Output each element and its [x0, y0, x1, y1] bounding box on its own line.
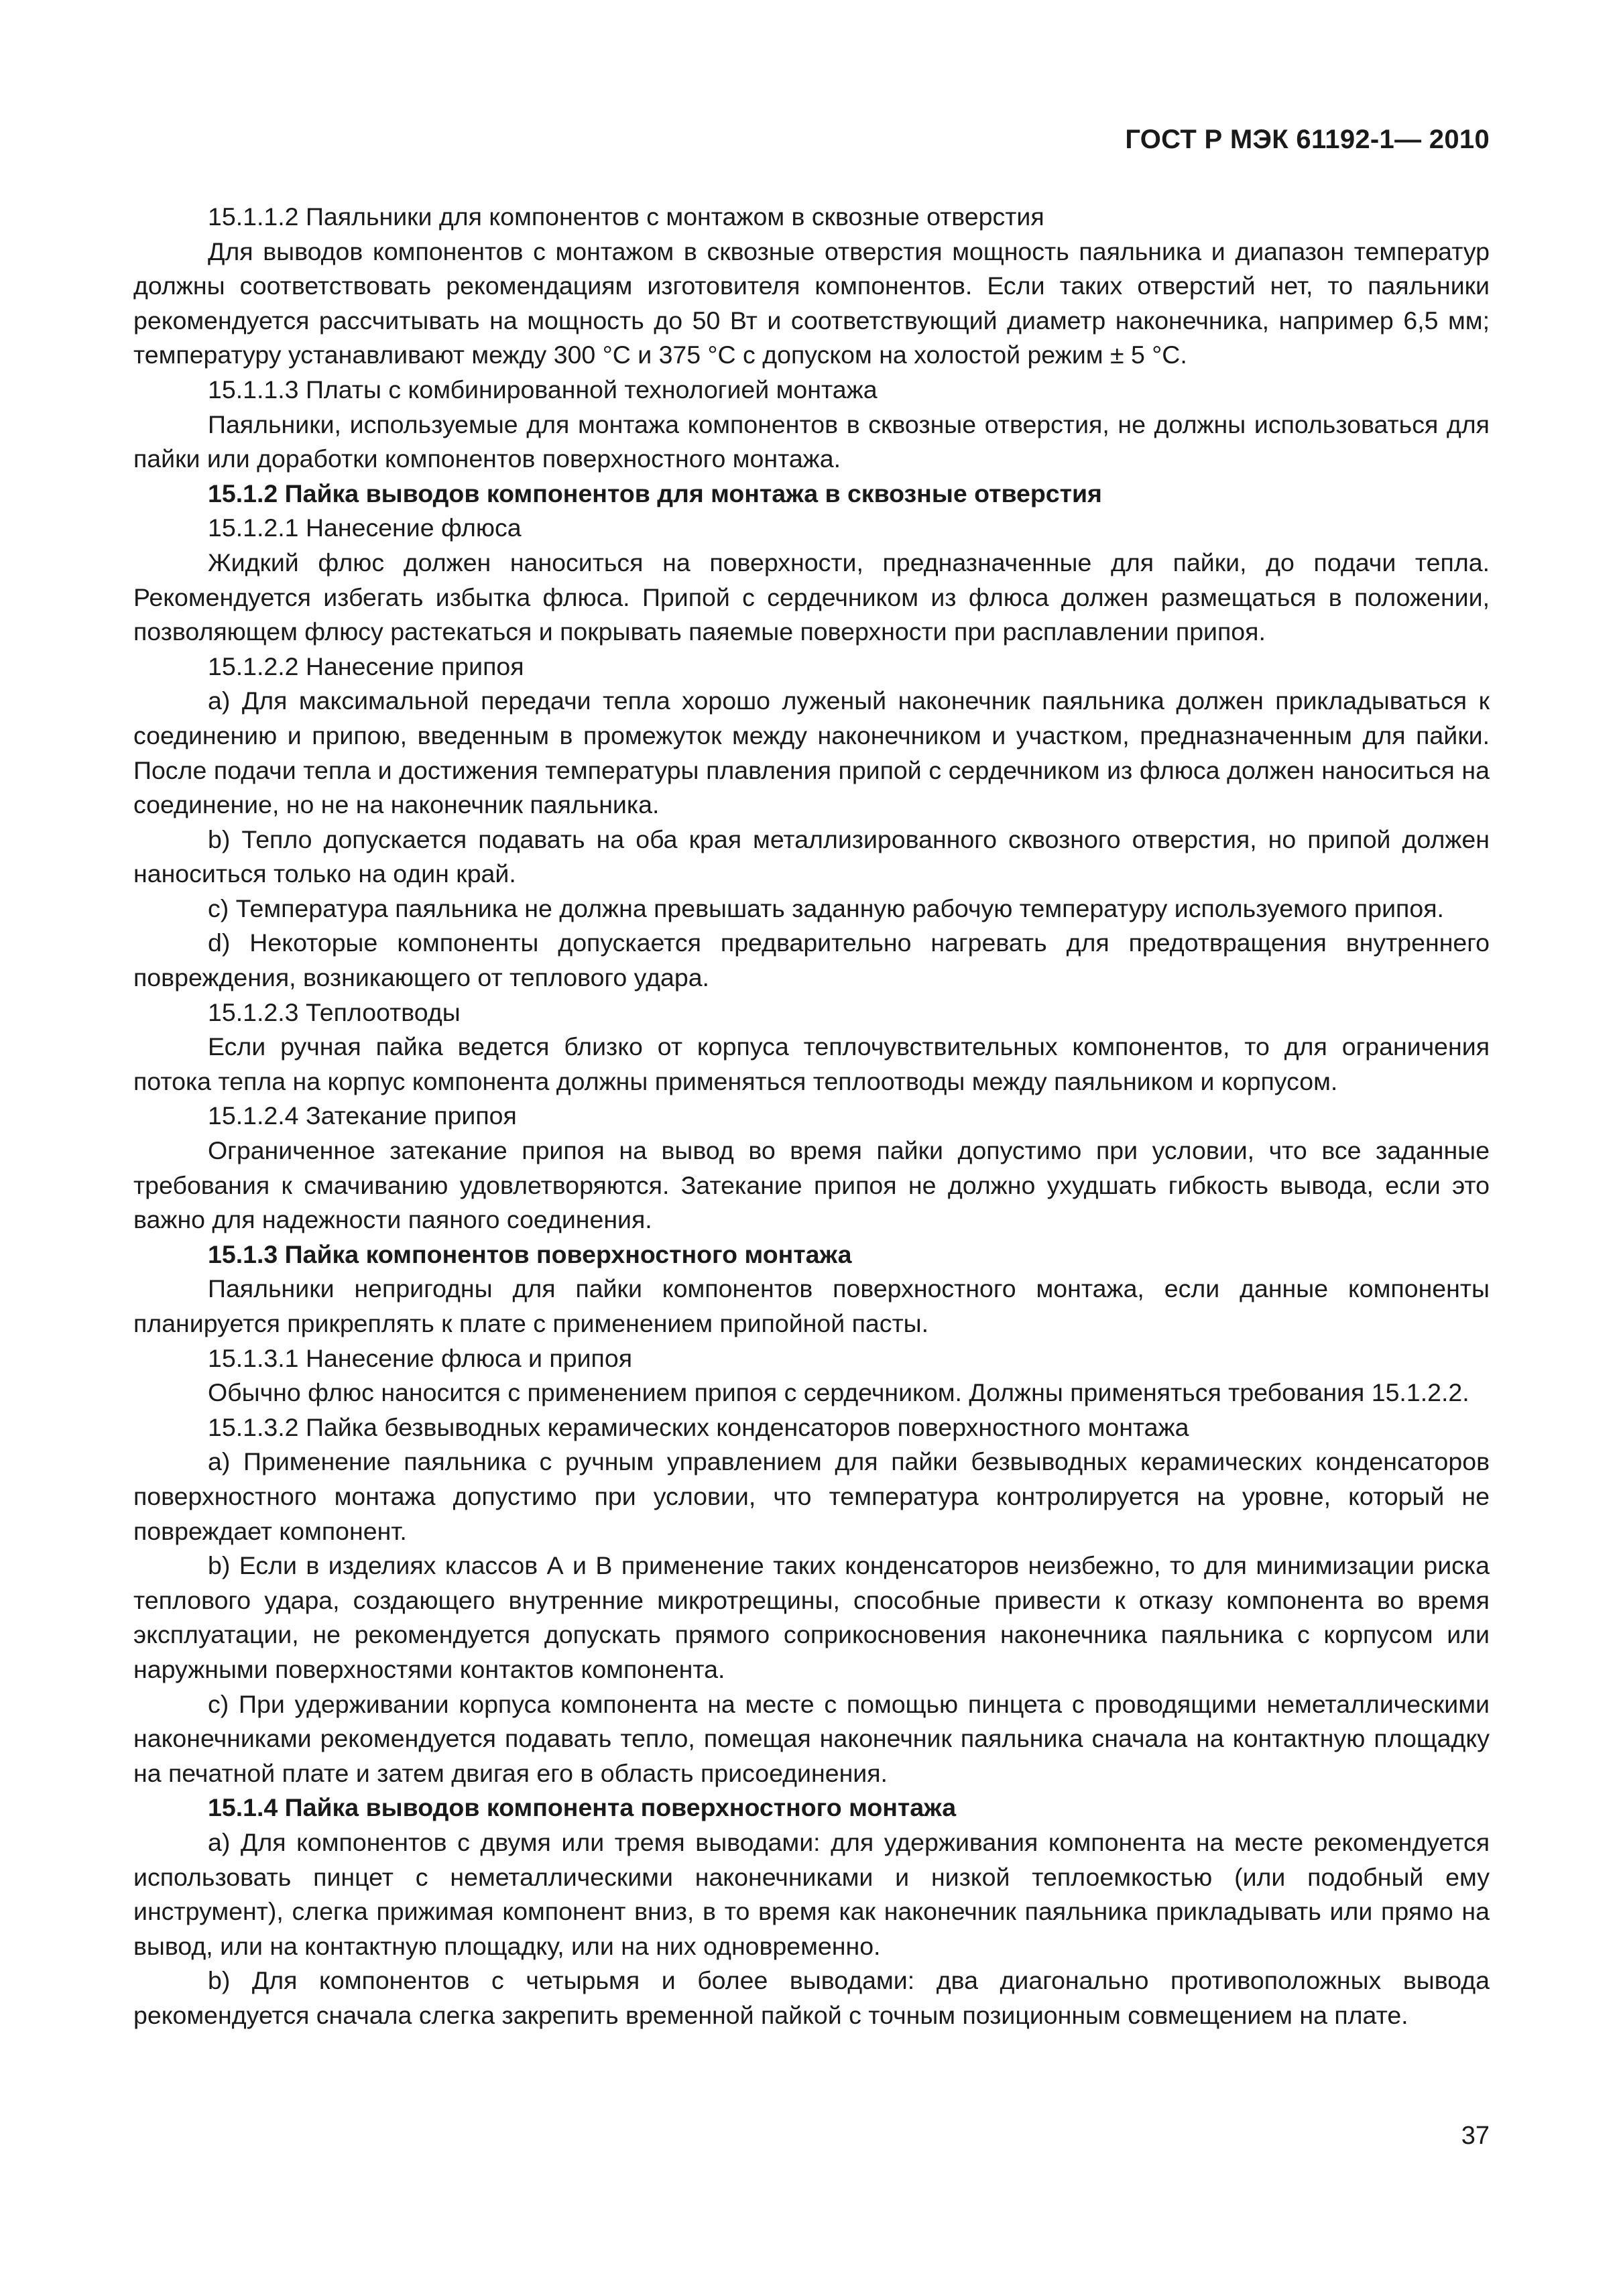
body-paragraph: 15.1.3.1 Нанесение флюса и припоя [208, 1343, 632, 1372]
body-paragraph: 15.1.2.1 Нанесение флюса [208, 513, 522, 542]
body-paragraph: b) Если в изделиях классов А и В применение таких конденсаторов неизбежно, то для минимизации риска теплового удара, создающего внутренние микротрещины, способные привести к отказу компонента во время эксплуатации, не рекомендуется допускать прямого соприкосновения наконечника паяльника с корпусом или наружными поверхностями контактов компонента. [133, 1551, 1490, 1683]
section-heading: 15.1.3 Пайка компонентов поверхностного монтажа [208, 1240, 852, 1268]
document-body [133, 200, 1490, 2033]
body-paragraph: Если ручная пайка ведется близко от корпуса теплочувствительных компонентов, то для ограничения потока тепла на корпус компонента должны применяться теплоотводы между паяльником и корпусом. [133, 1032, 1490, 1095]
body-paragraph: 15.1.2.4 Затекание припоя [208, 1101, 517, 1130]
body-paragraph: Паяльники непригодны для пайки компонентов поверхностного монтажа, если данные компоненты планируется прикреплять к плате с применением припойной пасты. [133, 1274, 1490, 1337]
body-paragraph: Паяльники, используемые для монтажа компонентов в сквозные отверстия, не должны использоваться для пайки или доработки компонентов поверхностного монтажа. [133, 410, 1490, 473]
page-number: 37 [1461, 2122, 1490, 2150]
body-paragraph: Ограниченное затекание припоя на вывод во время пайки допустимо при условии, что все заданные требования к смачиванию удовлетворяются. Затекание припоя не должно ухудшать гибкость вывода, если это важно для надежности паяного соединения. [133, 1136, 1490, 1234]
body-paragraph: 15.1.2.2 Нанесение припоя [208, 652, 524, 680]
body-paragraph: 15.1.2.3 Теплоотводы [208, 998, 461, 1026]
body-paragraph: c) Температура паяльника не должна превышать заданную рабочую температуру используемого припоя. [208, 894, 1444, 922]
body-paragraph: Обычно флюс наносится с применением припоя с сердечником. Должны применяться требования 15.1.2.2. [208, 1378, 1469, 1407]
section-heading: 15.1.4 Пайка выводов компонента поверхностного монтажа [208, 1793, 957, 1822]
body-paragraph: a) Для компонентов с двумя или тремя выводами: для удерживания компонента на месте рекомендуется использовать пинцет с неметаллическими наконечниками и низкой теплоемкостью (или подобный ему инструмент), слегка прижимая компонент вниз, в то время как наконечник паяльника прикладывать или прямо на вывод, или на контактную площадку, или на них одновременно. [133, 1827, 1490, 1960]
body-paragraph: 15.1.1.3 Платы с комбинированной технологией монтажа [208, 375, 878, 404]
standard-header: ГОСТ Р МЭК 61192-1— 2010 [1125, 125, 1490, 154]
body-paragraph: b) Тепло допускается подавать на оба края металлизированного сквозного отверстия, но припой должен наноситься только на один край. [133, 825, 1490, 888]
body-paragraph: 15.1.1.2 Паяльники для компонентов с монтажом в сквозные отверстия [208, 202, 1044, 231]
body-paragraph: b) Для компонентов с четырьмя и более выводами: два диагонально противоположных вывода рекомендуется сначала слегка закрепить временной пайкой с точным позиционным совмещением на плате. [133, 1966, 1490, 2029]
body-paragraph: c) При удерживании корпуса компонента на месте с помощью пинцета с проводящими неметаллическими наконечниками рекомендуется подавать тепло, помещая наконечник паяльника сначала на контактную площадку на печатной плате и затем двигая его в область присоединения. [133, 1689, 1490, 1787]
body-paragraph: Для выводов компонентов с монтажом в сквозные отверстия мощность паяльника и диапазон температур должны соответствовать рекомендациям изготовителя компонентов. Если таких отверстий нет, то паяльники рекомендуется рассчитывать на мощность до 50 Вт и соответствующий диаметр наконечника, например 6,5 мм; температуру устанавливают между 300 °С и 375 °С с допуском на холостой режим ± 5 °С. [133, 237, 1490, 369]
body-paragraph: a) Для максимальной передачи тепла хорошо луженый наконечник паяльника должен прикладываться к соединению и припою, введенным в промежуток между наконечником и участком, предназначенным для пайки. После подачи тепла и достижения температуры плавления припой с сердечником из флюса должен наноситься на соединение, но не на наконечник паяльника. [133, 686, 1490, 819]
body-paragraph: a) Применение паяльника с ручным управлением для пайки безвыводных керамических конденсаторов поверхностного монтажа допустимо при условии, что температура контролируется на уровне, который не повреждает компонент. [133, 1447, 1490, 1545]
body-paragraph: 15.1.3.2 Пайка безвыводных керамических конденсаторов поверхностного монтажа [208, 1412, 1189, 1441]
body-paragraph: d) Некоторые компоненты допускается предварительно нагревать для предотвращения внутреннего повреждения, возникающего от теплового удара. [133, 928, 1490, 992]
section-heading: 15.1.2 Пайка выводов компонентов для монтажа в сквозные отверстия [208, 479, 1102, 507]
body-paragraph: Жидкий флюс должен наноситься на поверхности, предназначенные для пайки, до подачи тепла. Рекомендуется избегать избытка флюса. Припой с сердечником из флюса должен размещаться в положении, позволяющем флюсу растекаться и покрывать паяемые поверхности при расплавлении припоя. [133, 548, 1490, 646]
